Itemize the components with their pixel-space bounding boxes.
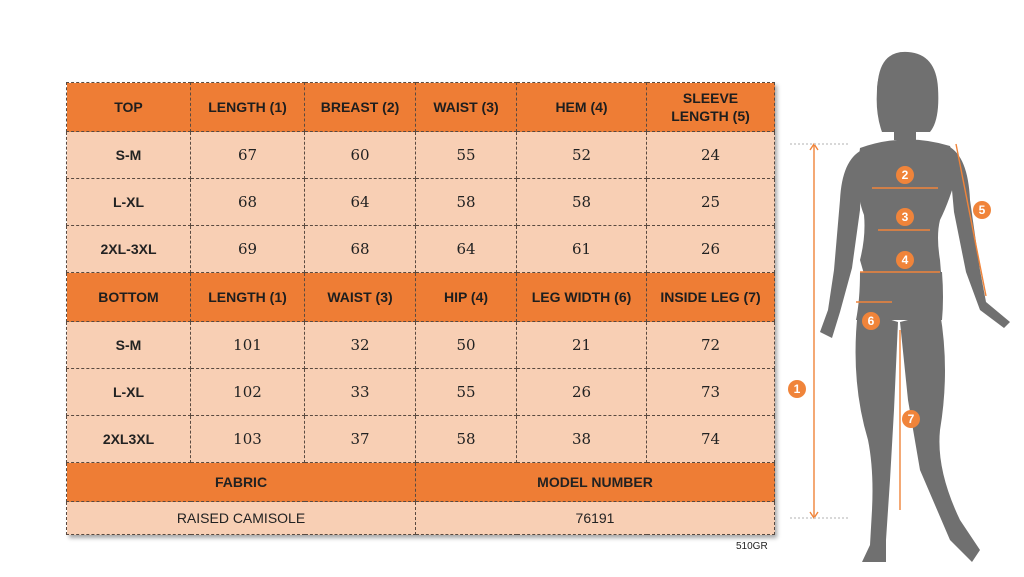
top-row — [67, 179, 775, 226]
value-cell: 61 — [517, 226, 647, 273]
marker-2: 2 — [896, 166, 914, 184]
value-cell: 60 — [305, 132, 416, 179]
value-cell: 37 — [305, 416, 416, 463]
value-cell: 55 — [416, 132, 517, 179]
top-header-cell: HEM (4) — [517, 83, 647, 132]
bottom-header-cell: BOTTOM — [67, 273, 191, 322]
size-chart — [66, 82, 774, 535]
size-cell: 2XL-3XL — [67, 226, 191, 273]
marker-3: 3 — [896, 208, 914, 226]
bottom-header-cell: LEG WIDTH (6) — [517, 273, 647, 322]
product-code: 510GR — [736, 541, 768, 552]
value-cell: 32 — [305, 322, 416, 369]
value-cell: 72 — [647, 322, 775, 369]
value-cell: 74 — [647, 416, 775, 463]
value-cell: 101 — [191, 322, 305, 369]
value-cell: 58 — [416, 179, 517, 226]
top-row — [67, 132, 775, 179]
value-cell: 73 — [647, 369, 775, 416]
marker-6: 6 — [862, 312, 880, 330]
size-table — [66, 82, 775, 535]
size-cell: L-XL — [67, 179, 191, 226]
bottom-header-cell: LENGTH (1) — [191, 273, 305, 322]
marker-4: 4 — [896, 251, 914, 269]
value-cell: 55 — [416, 369, 517, 416]
fabric-label: FABRIC — [67, 463, 416, 502]
bottom-header-cell: HIP (4) — [416, 273, 517, 322]
top-header-cell: BREAST (2) — [305, 83, 416, 132]
top-header-cell: TOP — [67, 83, 191, 132]
marker-1: 1 — [788, 380, 806, 398]
silhouette-illustration — [790, 40, 1024, 570]
body-measurement-figure — [790, 40, 1024, 570]
value-cell: 103 — [191, 416, 305, 463]
bottom-row — [67, 369, 775, 416]
model-number-label: MODEL NUMBER — [416, 463, 775, 502]
bottom-header-cell: INSIDE LEG (7) — [647, 273, 775, 322]
top-header-row — [67, 83, 775, 132]
value-cell: 38 — [517, 416, 647, 463]
footer-value-row — [67, 502, 775, 535]
model-number-value: 76191 — [416, 502, 775, 535]
size-cell: S-M — [67, 322, 191, 369]
value-cell: 64 — [305, 179, 416, 226]
value-cell: 69 — [191, 226, 305, 273]
top-header-cell: SLEEVE LENGTH (5) — [647, 83, 775, 132]
bottom-header-row — [67, 273, 775, 322]
value-cell: 26 — [517, 369, 647, 416]
value-cell: 67 — [191, 132, 305, 179]
fabric-value: RAISED CAMISOLE — [67, 502, 416, 535]
value-cell: 58 — [416, 416, 517, 463]
value-cell: 68 — [305, 226, 416, 273]
footer-header-row — [67, 463, 775, 502]
value-cell: 64 — [416, 226, 517, 273]
size-cell: L-XL — [67, 369, 191, 416]
bottom-row — [67, 322, 775, 369]
bottom-header-cell: WAIST (3) — [305, 273, 416, 322]
value-cell: 33 — [305, 369, 416, 416]
value-cell: 68 — [191, 179, 305, 226]
bottom-row — [67, 416, 775, 463]
marker-5: 5 — [973, 201, 991, 219]
value-cell: 58 — [517, 179, 647, 226]
value-cell: 102 — [191, 369, 305, 416]
value-cell: 24 — [647, 132, 775, 179]
size-cell: S-M — [67, 132, 191, 179]
value-cell: 25 — [647, 179, 775, 226]
value-cell: 50 — [416, 322, 517, 369]
marker-7: 7 — [902, 410, 920, 428]
value-cell: 26 — [647, 226, 775, 273]
top-header-cell: WAIST (3) — [416, 83, 517, 132]
body-silhouette — [820, 52, 1010, 562]
top-header-cell: LENGTH (1) — [191, 83, 305, 132]
top-row — [67, 226, 775, 273]
value-cell: 52 — [517, 132, 647, 179]
value-cell: 21 — [517, 322, 647, 369]
size-cell: 2XL3XL — [67, 416, 191, 463]
